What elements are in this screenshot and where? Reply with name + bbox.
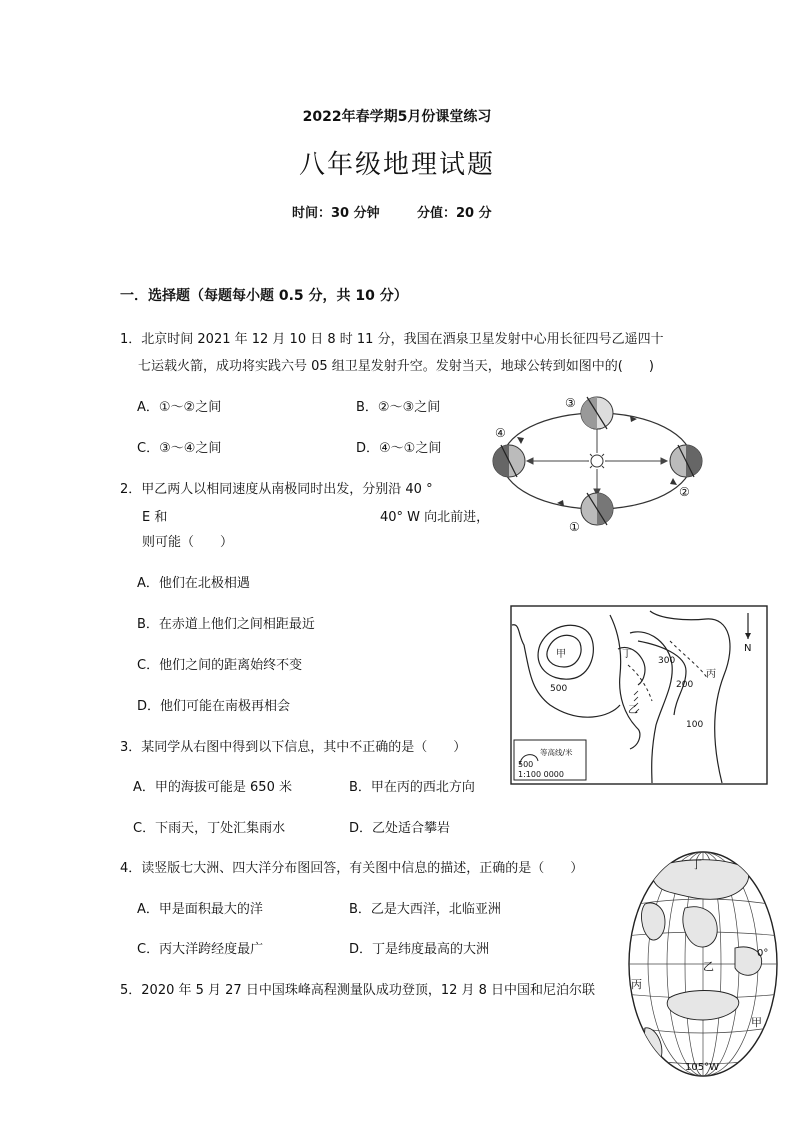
q1-stem-line2: 七运载火箭，成功将实践六号 05 组卫星发射升空。发射当天，地球公转到如图中的( ) bbox=[138, 359, 654, 374]
contour-200: 200 bbox=[676, 680, 694, 690]
q3-option-a[interactable]: A．甲的海拔可能是 650 米 bbox=[133, 780, 292, 795]
orbit-label-2: ② bbox=[679, 485, 690, 499]
legend-scale: 1:100 0000 bbox=[518, 770, 564, 779]
legend-label: 等高线/米 bbox=[540, 748, 573, 757]
sun-icon bbox=[586, 450, 608, 472]
contour-yi: 乙 bbox=[628, 705, 638, 716]
world-bing: 丙 bbox=[631, 978, 642, 991]
exam-subtitle: 2022年春学期5月份课堂练习 bbox=[302, 109, 492, 125]
q4-option-b[interactable]: B．乙是大西洋，北临亚洲 bbox=[349, 902, 501, 917]
contour-500: 500 bbox=[550, 684, 568, 694]
exam-title: 八年级地理试题 bbox=[298, 150, 495, 180]
q1-option-d[interactable]: D．④～①之间 bbox=[356, 441, 442, 456]
q1-option-a[interactable]: A．①～②之间 bbox=[137, 400, 222, 415]
world-lon105: 105°W bbox=[685, 1062, 719, 1073]
q2-option-a[interactable]: A．他们在北极相遇 bbox=[137, 576, 250, 591]
q2-option-d[interactable]: D．他们可能在南极再相会 bbox=[137, 699, 291, 714]
q1-option-b[interactable]: B．②～③之间 bbox=[356, 400, 441, 415]
world-map-figure bbox=[625, 848, 780, 1080]
orbit-label-3: ③ bbox=[565, 396, 576, 410]
q2-stem-line1: 2．甲乙两人以相同速度从南极同时出发，分别沿 40 ° bbox=[120, 482, 433, 497]
contour-bing: 丙 bbox=[706, 669, 716, 680]
q2-stem-line3: 则可能（ ） bbox=[142, 535, 234, 550]
world-yi: 乙 bbox=[703, 960, 714, 973]
earth-1 bbox=[581, 493, 613, 525]
world-lon0: 0° bbox=[757, 948, 769, 959]
q2-stem-line2b: 40° W 向北前进， bbox=[380, 510, 490, 525]
q3-option-c[interactable]: C．下雨天，丁处汇集雨水 bbox=[133, 821, 286, 836]
q4-option-a[interactable]: A．甲是面积最大的洋 bbox=[137, 902, 263, 917]
q3-option-b[interactable]: B．甲在丙的西北方向 bbox=[349, 780, 475, 795]
q3-option-d[interactable]: D．乙处适合攀岩 bbox=[349, 821, 451, 836]
q2-option-b[interactable]: B．在赤道上他们之间相距最近 bbox=[137, 617, 315, 632]
north-label: N bbox=[744, 643, 752, 654]
earth-4 bbox=[493, 445, 525, 477]
section-title: 一．选择题（每题每小题 0.5 分，共 10 分） bbox=[120, 288, 408, 304]
q4-option-d[interactable]: D．丁是纬度最高的大洲 bbox=[349, 942, 490, 957]
contour-jia: 甲 bbox=[556, 649, 566, 660]
q1-stem-line1: 1．北京时间 2021 年 12 月 10 日 8 时 11 分，我国在酒泉卫星发射中心用长征四号乙遥四十 bbox=[120, 332, 664, 347]
world-ding: 丁 bbox=[691, 858, 702, 871]
q4-option-c[interactable]: C．丙大洋跨经度最广 bbox=[137, 942, 264, 957]
orbit-label-1: ① bbox=[569, 520, 580, 534]
earth-3 bbox=[581, 397, 613, 429]
score-label: 分值：20 分 bbox=[417, 206, 492, 221]
q2-stem-line2a: E 和 bbox=[142, 510, 168, 525]
contour-300: 300 bbox=[658, 656, 676, 666]
q4-stem: 4．读竖版七大洲、四大洋分布图回答，有关图中信息的描述，正确的是（ ） bbox=[120, 861, 584, 876]
world-jia: 甲 bbox=[751, 1016, 762, 1029]
orbit-figure bbox=[487, 385, 707, 535]
contour-100: 100 bbox=[686, 720, 704, 730]
orbit-label-4: ④ bbox=[495, 426, 506, 440]
q2-option-c[interactable]: C．他们之间的距离始终不变 bbox=[137, 658, 303, 673]
q3-stem: 3．某同学从右图中得到以下信息，其中不正确的是（ ） bbox=[120, 740, 467, 755]
legend-value: 500 bbox=[518, 760, 534, 769]
q1-option-c[interactable]: C．③～④之间 bbox=[137, 441, 222, 456]
time-label: 时间：30 分钟 bbox=[292, 206, 380, 221]
contour-map-figure bbox=[510, 605, 768, 785]
earth-2 bbox=[670, 445, 702, 477]
contour-ding: 丁 bbox=[622, 649, 632, 660]
q5-stem-line1: 5．2020 年 5 月 27 日中国珠峰高程测量队成功登顶，12 月 8 日中国和尼泊尔联 bbox=[120, 983, 596, 998]
